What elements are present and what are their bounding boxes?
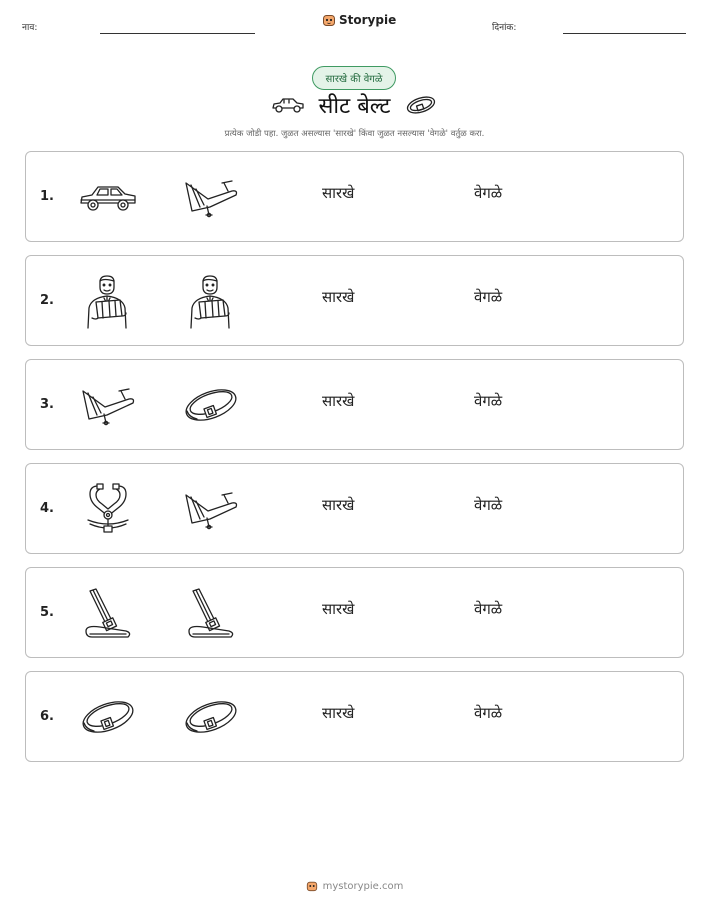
title-row — [0, 90, 709, 120]
car-icon — [271, 95, 305, 115]
pair-row — [25, 463, 684, 554]
seat-belt-strap-icon — [78, 586, 138, 641]
row-number: 3. — [40, 397, 54, 412]
man-with-map-icon — [181, 274, 241, 329]
belt-icon — [78, 690, 138, 745]
plane-icon — [78, 378, 138, 433]
option-same[interactable]: सारखे — [322, 184, 355, 202]
name-line[interactable] — [100, 33, 255, 34]
brand-name: Storypie — [339, 13, 397, 27]
option-different[interactable]: वेगळे — [474, 288, 503, 306]
name-label: नाव: — [22, 23, 38, 33]
row-number: 5. — [40, 605, 54, 620]
harness-icon — [78, 482, 138, 537]
footer-url: mystorypie.com — [322, 880, 404, 892]
option-same[interactable]: सारखे — [322, 392, 355, 410]
category-badge: सारखे की वेगळे — [312, 66, 396, 90]
row-number: 2. — [40, 293, 54, 308]
belt-icon — [181, 690, 241, 745]
plane-icon — [181, 170, 241, 225]
row-number: 4. — [40, 501, 54, 516]
option-different[interactable]: वेगळे — [474, 184, 503, 202]
pair-row — [25, 151, 684, 242]
option-different[interactable]: वेगळे — [474, 704, 503, 722]
man-with-map-icon — [78, 274, 138, 329]
option-same[interactable]: सारखे — [322, 704, 355, 722]
storypie-mascot-icon — [306, 880, 318, 892]
pair-row — [25, 671, 684, 762]
row-number: 1. — [40, 189, 54, 204]
pair-row — [25, 255, 684, 346]
plane-icon — [181, 482, 241, 537]
car-icon — [78, 170, 138, 225]
option-same[interactable]: सारखे — [322, 496, 355, 514]
footer — [0, 880, 709, 892]
seat-belt-icon — [404, 93, 438, 117]
pair-row — [25, 359, 684, 450]
belt-icon — [181, 378, 241, 433]
instructions: प्रत्येक जोडी पहा. जुळत असल्यास 'सारखे' किंवा जुळत नसल्यास 'वेगळे' वर्तुळ करा. — [224, 129, 485, 139]
option-same[interactable]: सारखे — [322, 600, 355, 618]
option-different[interactable]: वेगळे — [474, 392, 503, 410]
brand-logo — [322, 13, 396, 27]
page-title: सीट बेल्ट — [318, 94, 391, 119]
pair-row — [25, 567, 684, 658]
date-line[interactable] — [563, 33, 686, 34]
option-different[interactable]: वेगळे — [474, 496, 503, 514]
option-same[interactable]: सारखे — [322, 288, 355, 306]
seat-belt-strap-icon — [181, 586, 241, 641]
option-different[interactable]: वेगळे — [474, 600, 503, 618]
storypie-mascot-icon — [322, 13, 336, 27]
date-label: दिनांक: — [492, 23, 517, 33]
row-number: 6. — [40, 709, 54, 724]
